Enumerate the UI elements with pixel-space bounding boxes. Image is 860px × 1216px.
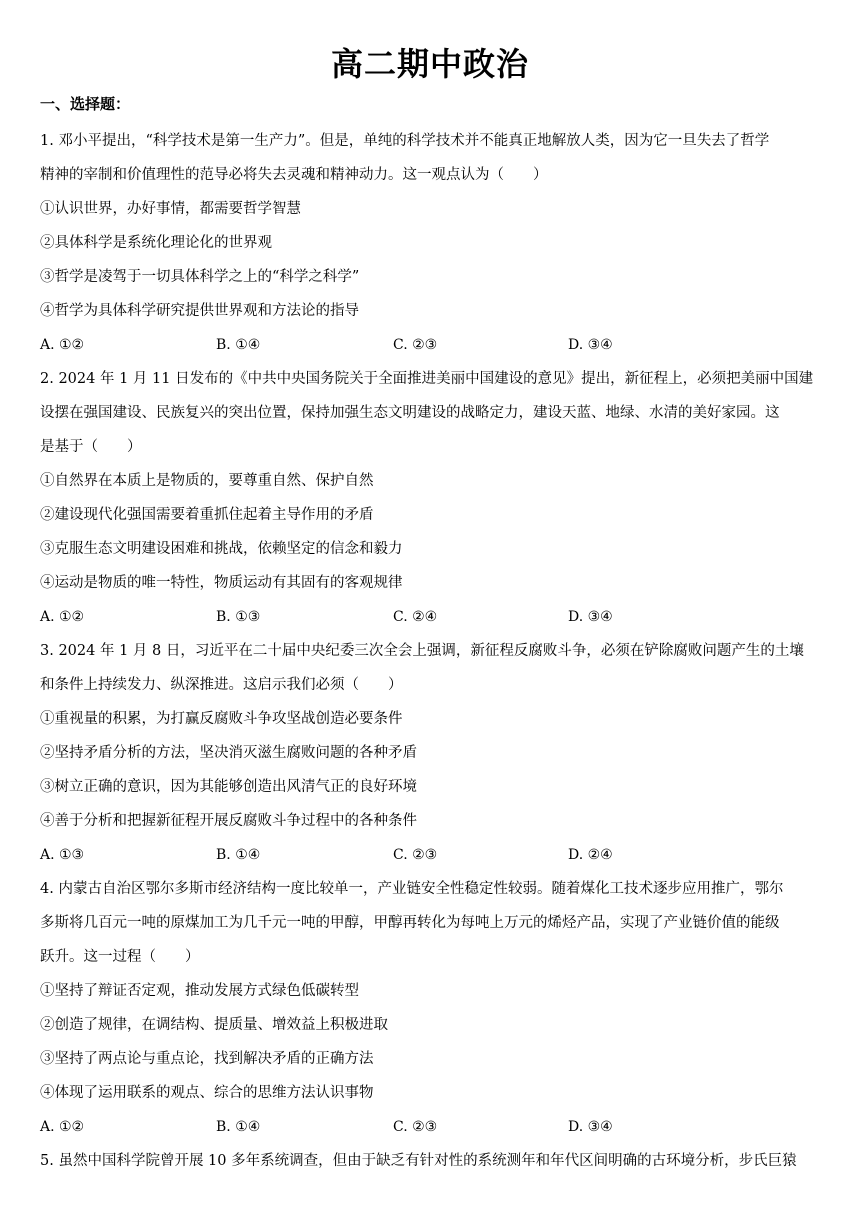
page-title: 高二期中政治 bbox=[330, 45, 529, 83]
question-4 bbox=[40, 872, 820, 1144]
question-statement: ③坚持了两点论与重点论，找到解决矛盾的正确方法 bbox=[40, 1051, 374, 1067]
question-stem-line: 5. 虽然中国科学院曾开展 10 多年系统调查，但由于缺乏有针对性的系统测年和年代区间明确的古环境分析，步氏巨猿 bbox=[40, 1153, 797, 1169]
question-statement: ①认识世界，办好事情，都需要哲学智慧 bbox=[40, 201, 301, 217]
answer-option-b[interactable]: B. ①④ bbox=[216, 337, 261, 353]
answer-options bbox=[40, 328, 820, 362]
question-statement: ③克服生态文明建设困难和挑战，依赖坚定的信念和毅力 bbox=[40, 541, 403, 557]
answer-option-a[interactable]: A. ①② bbox=[40, 609, 85, 625]
question-stem-line: 精神的宰制和价值理性的范导必将失去灵魂和精神动力。这一观点认为（ ） bbox=[40, 167, 548, 183]
answer-option-d[interactable]: D. ③④ bbox=[568, 1119, 613, 1135]
answer-option-d[interactable]: D. ③④ bbox=[568, 337, 613, 353]
answer-option-b[interactable]: B. ①④ bbox=[216, 847, 261, 863]
question-3 bbox=[40, 634, 820, 872]
answer-option-a[interactable]: A. ①② bbox=[40, 337, 85, 353]
question-statement: ④体现了运用联系的观点、综合的思维方法认识事物 bbox=[40, 1085, 374, 1101]
question-statement: ②坚持矛盾分析的方法，坚决消灭滋生腐败问题的各种矛盾 bbox=[40, 745, 417, 761]
question-statement: ④哲学为具体科学研究提供世界观和方法论的指导 bbox=[40, 303, 359, 319]
answer-option-c[interactable]: C. ②④ bbox=[393, 609, 438, 625]
answer-option-c[interactable]: C. ②③ bbox=[393, 337, 438, 353]
question-2 bbox=[40, 362, 820, 634]
answer-option-c[interactable]: C. ②③ bbox=[393, 1119, 438, 1135]
answer-options bbox=[40, 600, 820, 634]
question-stem-line: 2. 2024 年 1 月 11 日发布的《中共中央国务院关于全面推进美丽中国建设的意见》提出，新征程上，必须把美丽中国建 bbox=[40, 371, 814, 387]
question-stem-line: 多斯将几百元一吨的原煤加工为几千元一吨的甲醇，甲醇再转化为每吨上万元的烯烃产品，实现了产业链价值的能级 bbox=[40, 915, 780, 931]
question-stem-line: 是基于（ ） bbox=[40, 439, 142, 455]
question-stem-line: 1. 邓小平提出，“科学技术是第一生产力”。但是，单纯的科学技术并不能真正地解放人类，因为它一旦失去了哲学 bbox=[40, 133, 770, 149]
question-stem-line: 设摆在强国建设、民族复兴的突出位置，保持加强生态文明建设的战略定力，建设天蓝、地绿、水清的美好家园。这 bbox=[40, 405, 780, 421]
question-list bbox=[40, 124, 820, 1178]
question-statement: ④运动是物质的唯一特性，物质运动有其固有的客观规律 bbox=[40, 575, 403, 591]
question-statement: ①重视量的积累，为打赢反腐败斗争攻坚战创造必要条件 bbox=[40, 711, 403, 727]
answer-option-d[interactable]: D. ②④ bbox=[568, 847, 613, 863]
answer-options bbox=[40, 1110, 820, 1144]
question-statement: ②建设现代化强国需要着重抓住起着主导作用的矛盾 bbox=[40, 507, 374, 523]
question-5 bbox=[40, 1144, 820, 1178]
answer-option-c[interactable]: C. ②③ bbox=[393, 847, 438, 863]
answer-option-b[interactable]: B. ①③ bbox=[216, 609, 261, 625]
answer-option-a[interactable]: A. ①② bbox=[40, 1119, 85, 1135]
question-statement: ④善于分析和把握新征程开展反腐败斗争过程中的各种条件 bbox=[40, 813, 417, 829]
question-statement: ②具体科学是系统化理论化的世界观 bbox=[40, 235, 272, 251]
question-statement: ①坚持了辩证否定观，推动发展方式绿色低碳转型 bbox=[40, 983, 359, 999]
question-stem-line: 和条件上持续发力、纵深推进。这启示我们必须（ ） bbox=[40, 677, 403, 693]
question-statement: ①自然界在本质上是物质的，要尊重自然、保护自然 bbox=[40, 473, 374, 489]
question-1 bbox=[40, 124, 820, 362]
answer-option-d[interactable]: D. ③④ bbox=[568, 609, 613, 625]
question-stem-line: 3. 2024 年 1 月 8 日，习近平在二十届中央纪委三次全会上强调，新征程反腐败斗争，必须在铲除腐败问题产生的土壤 bbox=[40, 643, 804, 659]
question-statement: ②创造了规律，在调结构、提质量、增效益上积极进取 bbox=[40, 1017, 388, 1033]
question-statement: ③树立正确的意识，因为其能够创造出风清气正的良好环境 bbox=[40, 779, 417, 795]
question-statement: ③哲学是凌驾于一切具体科学之上的“科学之科学” bbox=[40, 269, 360, 285]
answer-option-a[interactable]: A. ①③ bbox=[40, 847, 85, 863]
answer-options bbox=[40, 838, 820, 872]
question-stem-line: 4. 内蒙古自治区鄂尔多斯市经济结构一度比较单一，产业链安全性稳定性较弱。随着煤化工技术逐步应用推广，鄂尔 bbox=[40, 881, 784, 897]
section-heading: 一、选择题： bbox=[40, 95, 131, 113]
question-stem-line: 跃升。这一过程（ ） bbox=[40, 949, 200, 965]
answer-option-b[interactable]: B. ①④ bbox=[216, 1119, 261, 1135]
